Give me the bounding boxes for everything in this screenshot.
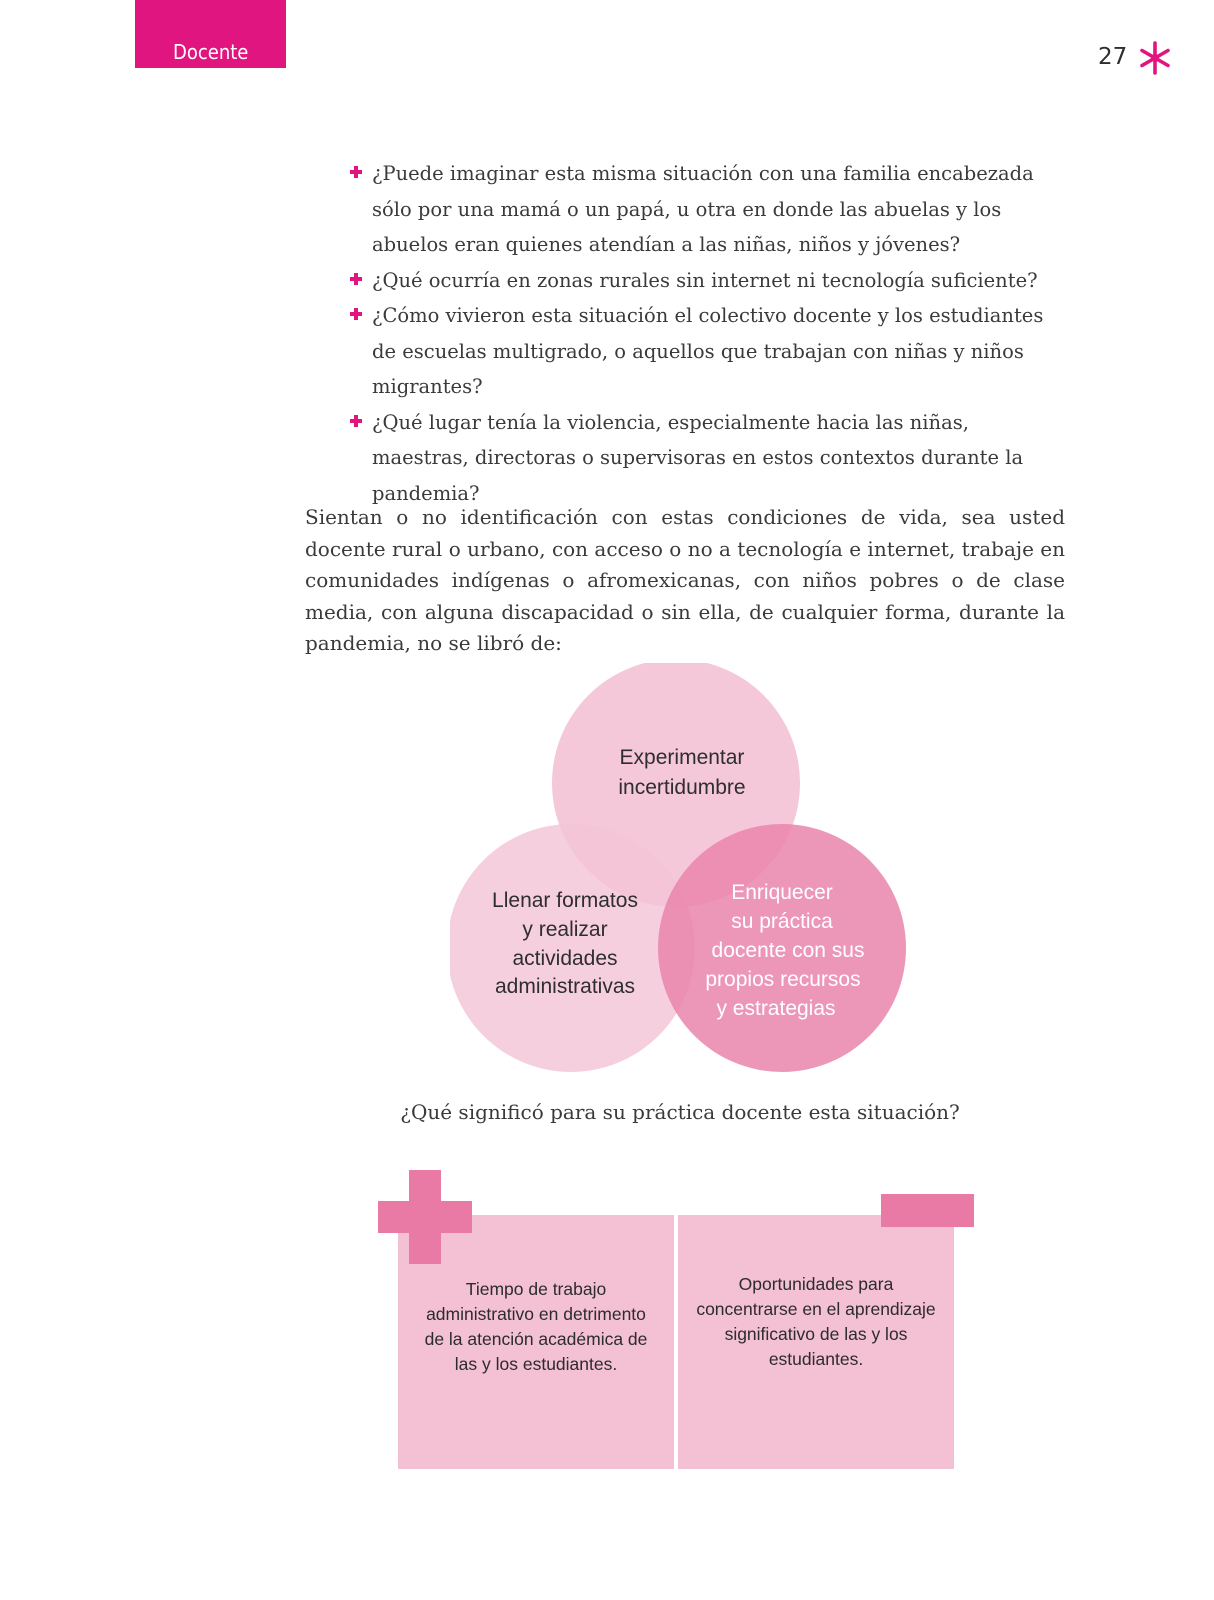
venn-left-line-1: Llenar formatos <box>492 889 638 912</box>
plus-bullet-icon <box>350 415 362 427</box>
reflection-question: ¿Qué significó para su práctica docente esta situación? <box>400 1100 960 1124</box>
plus-icon <box>378 1170 472 1264</box>
list-item-text: ¿Qué ocurría en zonas rurales sin internet ni tecnología suficiente? <box>372 268 1038 292</box>
list-item-text: ¿Cómo vivieron esta situación el colectivo docente y los estudiantes de escuelas multigrado, o aquellos que trabajan con niñas y niños migrantes? <box>372 304 1044 398</box>
minus-box <box>678 1215 954 1469</box>
pros-cons-boxes <box>378 1170 978 1470</box>
venn-left-line-3: actividades <box>512 947 618 970</box>
venn-right-line-4: propios recursos <box>705 968 861 991</box>
list-item-text: ¿Qué lugar tenía la violencia, especialmente hacia las niñas, maestras, directoras o supervisoras en estos contextos durante la pandemia? <box>372 410 1024 505</box>
venn-diagram <box>450 663 920 1077</box>
page-number: 27 <box>1098 44 1128 70</box>
list-item <box>350 156 1070 263</box>
venn-right-line-2: su práctica <box>731 910 833 933</box>
list-item <box>350 405 1070 512</box>
plus-bullet-icon <box>350 166 362 178</box>
plus-bullet-icon <box>350 308 362 320</box>
list-item-text: ¿Puede imaginar esta misma situación con una familia encabezada sólo por una mamá o un papá, u otra en donde las abuelas y los abuelos eran quienes atendían a las niñas, niños y jóvenes? <box>372 162 1034 256</box>
section-tab <box>135 0 286 68</box>
minus-box-text: Oportunidades para concentrarse en el aprendizaje significativo de las y los estudiantes. <box>696 1274 936 1369</box>
venn-right-line-1: Enriquecer <box>731 881 833 904</box>
question-list <box>350 156 1070 511</box>
venn-right-line-3: docente con sus <box>711 939 865 962</box>
asterisk-icon <box>1137 40 1173 76</box>
list-item <box>350 298 1070 405</box>
list-item <box>350 263 1070 299</box>
section-label: Docente <box>173 40 249 64</box>
plus-box-text: Tiempo de trabajo administrativo en detrimento de la atención académica de las y los estudiantes. <box>424 1279 648 1374</box>
venn-left-line-2: y realizar <box>522 918 608 941</box>
minus-icon <box>881 1194 974 1227</box>
venn-right-line-5: y estrategias <box>716 997 836 1020</box>
venn-top-line-2: incertidumbre <box>618 776 746 799</box>
plus-bullet-icon <box>350 273 362 285</box>
venn-left-line-4: administrativas <box>494 975 636 998</box>
body-paragraph: Sientan o no identificación con estas condiciones de vida, sea usted docente rural o urbano, con acceso o no a tecnología e internet, trabaje en comunidades indígenas o afromexicanas, con niños pobres o de clase media, con alguna discapacidad o sin ella, de cualquier forma, durante la pandemia, no se libró de: <box>305 505 1065 655</box>
venn-top-line-1: Experimentar <box>619 746 745 769</box>
